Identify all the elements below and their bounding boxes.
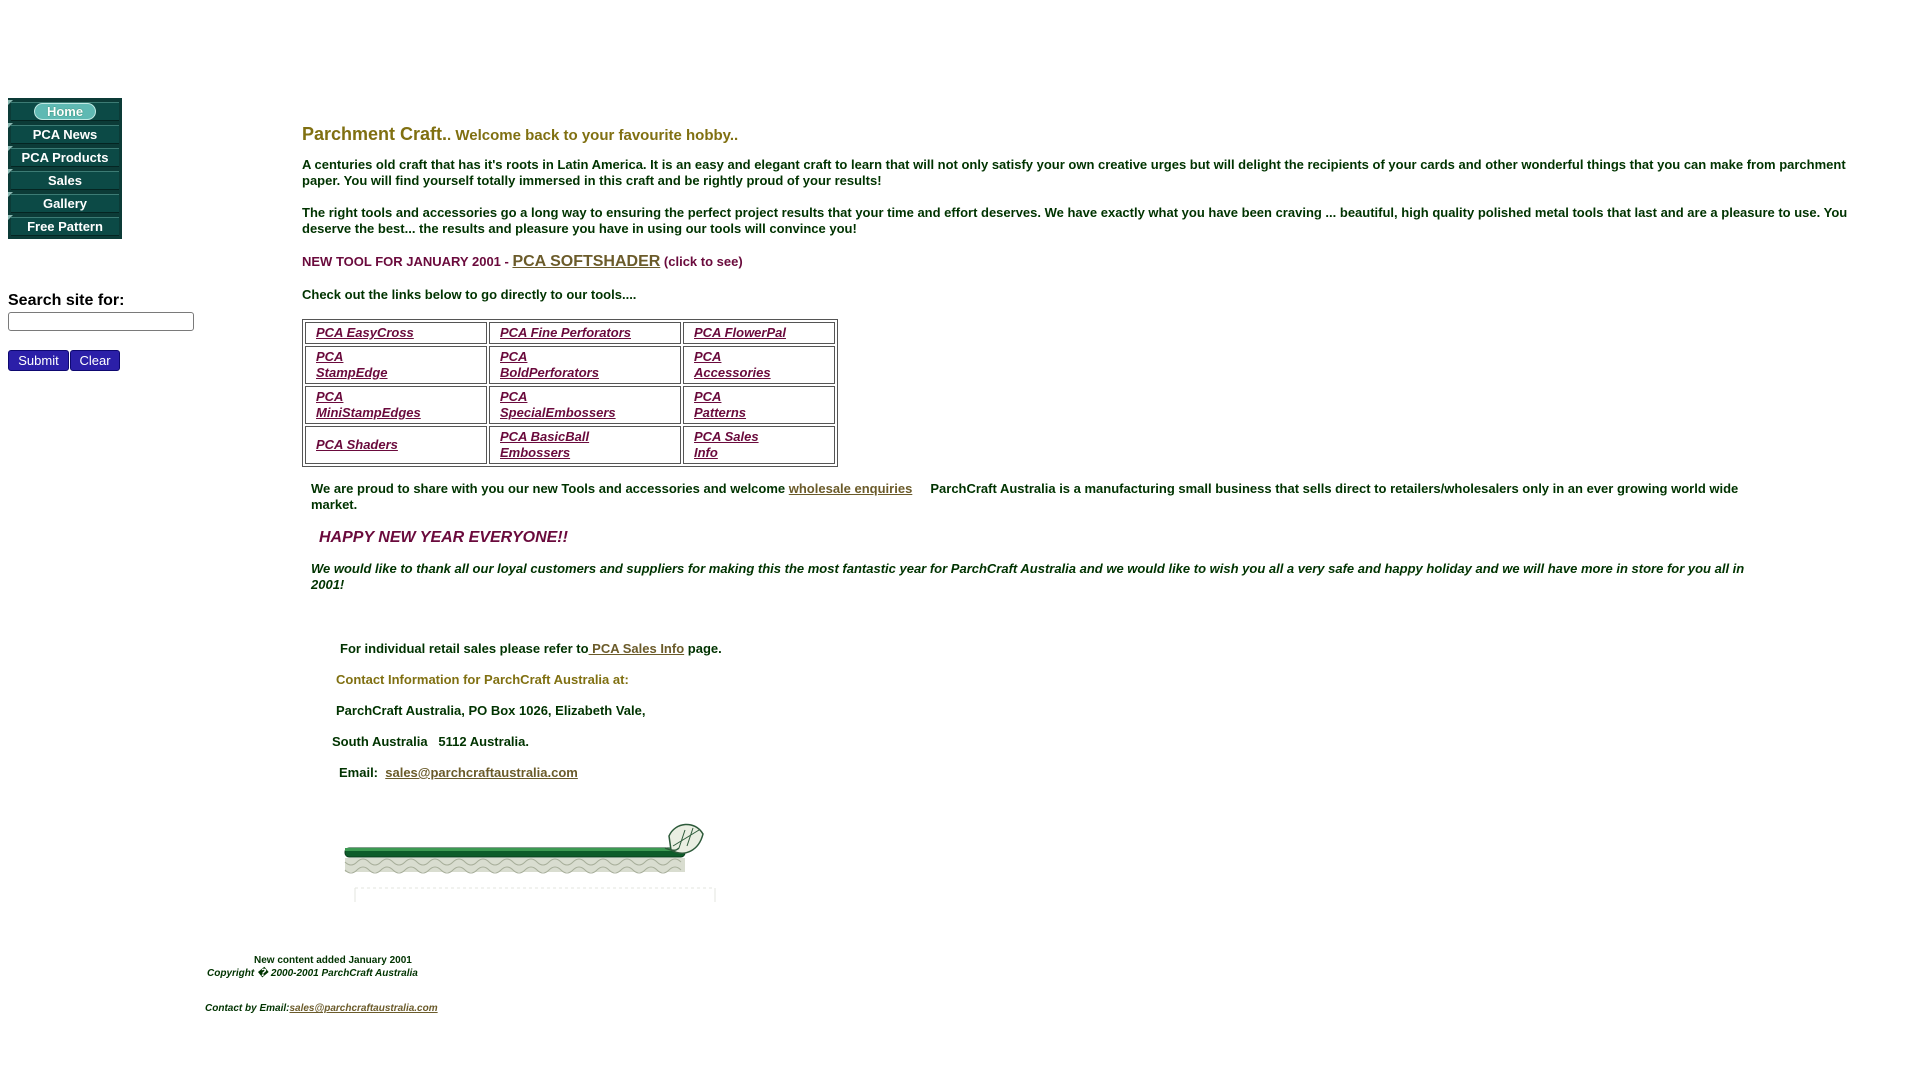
- happy-new-year: HAPPY NEW YEAR EVERYONE!!: [319, 529, 568, 546]
- tool-link-sales-info[interactable]: PCA Sales Info: [694, 429, 759, 460]
- search-label: Search site for:: [8, 292, 125, 309]
- clear-button[interactable]: Clear: [70, 350, 120, 371]
- softshader-link[interactable]: PCA SOFTSHADER: [512, 253, 661, 270]
- tools-table: [302, 319, 838, 467]
- footer-email-link[interactable]: sales@parchcraftaustralia.com: [289, 1003, 438, 1014]
- contact-heading: Contact Information for ParchCraft Australia at:: [336, 672, 629, 687]
- wholesale-enquiries-link[interactable]: wholesale enquiries: [788, 481, 913, 496]
- nav-free-pattern[interactable]: [11, 217, 119, 236]
- table-cell: [489, 386, 681, 424]
- new-tool-notice: [302, 253, 1852, 271]
- notch-icon: [8, 123, 13, 128]
- notch-icon: [8, 100, 13, 105]
- retail-prefix: For individual retail sales please refer to: [340, 641, 589, 656]
- email-link[interactable]: sales@parchcraftaustralia.com: [385, 765, 578, 780]
- table-cell: [305, 346, 487, 384]
- email-label: Email:: [339, 765, 386, 780]
- table-cell: [305, 426, 487, 464]
- table-row: [305, 386, 835, 424]
- nav-pca-products-label: PCA Products: [21, 150, 109, 165]
- nav-gallery-label: Gallery: [42, 196, 88, 211]
- tool-link-fine-perforators[interactable]: PCA Fine Perforators: [500, 325, 631, 340]
- nav-home[interactable]: [11, 102, 119, 121]
- tool-link-basicball-embossers[interactable]: PCA BasicBall Embossers: [500, 429, 590, 460]
- search-input[interactable]: [8, 312, 194, 331]
- thanks-paragraph: We would like to thank all our loyal customers and suppliers for making this the most fantastic year for ParchCraft Australia and we would like to wish you all a very safe and happy holiday and we will have more in store for you all in 2001!: [311, 561, 1745, 592]
- notch-icon: [8, 192, 13, 197]
- new-tool-prefix: NEW TOOL FOR JANUARY 2001 -: [302, 254, 513, 269]
- table-row: [305, 346, 835, 384]
- nav-pca-news-label: PCA News: [32, 127, 98, 142]
- main-content: [302, 124, 1852, 796]
- table-cell: [489, 346, 681, 384]
- nav-sales[interactable]: [11, 171, 119, 190]
- notch-icon: [8, 146, 13, 151]
- page-title-sub: . Welcome back to your favourite hobby..: [447, 127, 739, 144]
- page-title: [302, 124, 1852, 145]
- new-tool-suffix: (click to see): [660, 254, 743, 269]
- footer-contact: [205, 1003, 438, 1014]
- retail-sales-line: [340, 641, 1852, 656]
- intro-paragraph: A centuries old craft that has it's roots in Latin America. It is an easy and elegant craft to learn that will not only satisfy your own creative urges but will delight the recipients of your cards and other wonderful things that you can make from parchment paper. You will find yourself totally immersed in this craft and be rightly proud of your results!: [302, 157, 1846, 188]
- side-nav: [8, 98, 122, 239]
- wholesale-paragraph: [311, 481, 1781, 513]
- tool-link-boldperforators[interactable]: PCA BoldPerforators: [500, 349, 599, 380]
- nav-sales-label: Sales: [48, 173, 82, 188]
- tool-link-specialembossers[interactable]: PCA SpecialEmbossers: [500, 389, 616, 420]
- tool-link-accessories[interactable]: PCA Accessories: [694, 349, 771, 380]
- nav-pca-news[interactable]: [11, 125, 119, 144]
- retail-suffix: page.: [684, 641, 722, 656]
- email-line: [339, 765, 1852, 780]
- table-cell: [683, 426, 835, 464]
- tool-link-stampedge[interactable]: PCA StampEdge: [316, 349, 388, 380]
- table-row: [305, 426, 835, 464]
- tools-paragraph: The right tools and accessories go a long way to ensuring the perfect project results that your time and effort deserves. We have exactly what you have been craving ... beautiful, high quality polished metal tools that last and are a pleasure to use. You deserve the best... the results and pleasure you have in using our tools will convince you!: [302, 205, 1848, 236]
- table-cell: [489, 322, 681, 344]
- new-content-note: New content added January 2001: [254, 955, 412, 966]
- table-cell: [683, 386, 835, 424]
- address-line-2: South Australia 5112 Australia.: [332, 734, 529, 749]
- tool-link-patterns[interactable]: PCA Patterns: [694, 389, 747, 420]
- submit-button[interactable]: Submit: [8, 350, 69, 371]
- table-cell: [489, 426, 681, 464]
- address-line-1: ParchCraft Australia, PO Box 1026, Elizabeth Vale,: [336, 703, 646, 718]
- lace-banner-image: [343, 818, 723, 910]
- nav-home-label: Home: [34, 103, 96, 120]
- tool-link-shaders[interactable]: PCA Shaders: [316, 437, 398, 452]
- table-cell: [683, 322, 835, 344]
- tool-link-ministampedges[interactable]: PCA MiniStampEdges: [316, 389, 421, 420]
- table-cell: [305, 386, 487, 424]
- check-links-text: Check out the links below to go directly to our tools....: [302, 287, 637, 302]
- contact-block: [302, 641, 1852, 780]
- page-title-main: Parchment Craft.: [302, 124, 448, 144]
- footer-contact-label: Contact by Email:: [205, 1003, 290, 1014]
- table-cell: [305, 322, 487, 344]
- tool-link-easycross[interactable]: PCA EasyCross: [316, 325, 414, 340]
- nav-free-pattern-label: Free Pattern: [27, 219, 103, 234]
- copyright: Copyright � 2000-2001 ParchCraft Australia: [207, 968, 418, 979]
- table-cell: [683, 346, 835, 384]
- nav-pca-products[interactable]: [11, 148, 119, 167]
- table-row: [305, 322, 835, 344]
- wholesale-prefix: We are proud to share with you our new Tools and accessories and welcome: [311, 481, 789, 496]
- pca-sales-info-link[interactable]: PCA Sales Info: [588, 641, 685, 656]
- tool-link-flowerpal[interactable]: PCA FlowerPal: [694, 325, 786, 340]
- nav-gallery[interactable]: [11, 194, 119, 213]
- notch-icon: [8, 215, 13, 220]
- notch-icon: [8, 169, 13, 174]
- wholesale-suffix: ParchCraft Australia is a manufacturing small business that sells direct to retailers/wholesalers only in an ever growing world wide market.: [311, 481, 1742, 512]
